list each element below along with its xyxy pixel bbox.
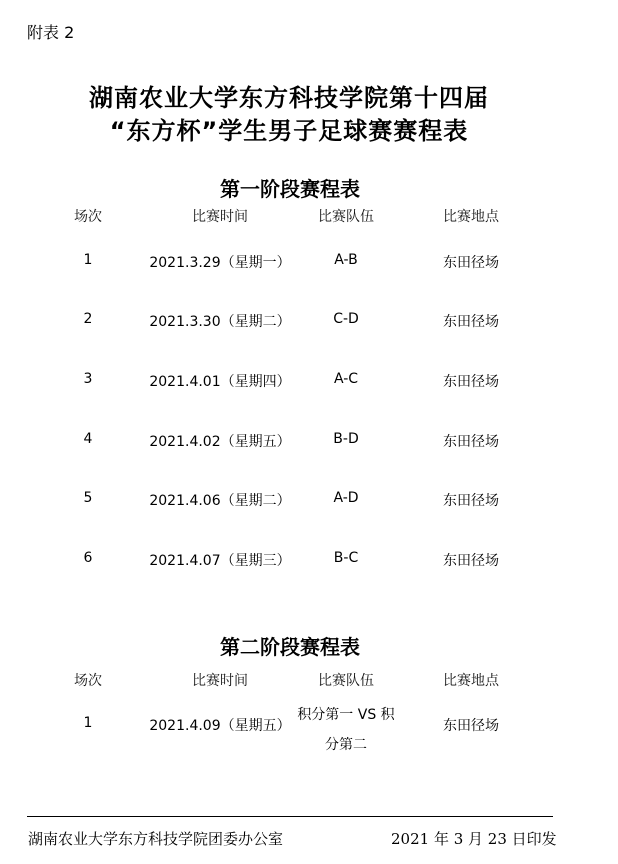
match-teams-line1: 积分第一 VS 积 <box>297 707 395 723</box>
match-no: 1 <box>83 715 93 731</box>
match-teams: A-D <box>333 490 359 506</box>
match-teams <box>290 700 402 760</box>
match-no: 4 <box>83 431 93 447</box>
footer-date: 2021 年 3 月 23 日印发 <box>391 830 557 848</box>
match-time: 2021.4.06（星期二） <box>149 493 291 509</box>
match-time: 2021.4.02（星期五） <box>149 434 291 450</box>
stage1-header-row <box>0 206 618 230</box>
header-no: 场次 <box>74 673 102 689</box>
table-row <box>0 371 618 395</box>
match-venue: 东田径场 <box>443 718 499 734</box>
match-teams: B-D <box>333 431 359 447</box>
footer-issuer: 湖南农业大学东方科技学院团委办公室 <box>28 830 284 848</box>
match-venue: 东田径场 <box>443 553 499 569</box>
match-venue: 东田径场 <box>443 493 499 509</box>
match-no: 6 <box>83 550 93 566</box>
stage2-title: 第二阶段赛程表 <box>220 635 360 659</box>
match-time: 2021.4.07（星期三） <box>149 553 291 569</box>
header-no: 场次 <box>74 209 102 225</box>
match-venue: 东田径场 <box>443 374 499 390</box>
match-no: 2 <box>83 311 93 327</box>
header-venue: 比赛地点 <box>443 209 499 225</box>
table-row <box>0 252 618 276</box>
table-row <box>0 550 618 574</box>
match-teams: B-C <box>333 550 359 566</box>
header-teams: 比赛队伍 <box>318 673 374 689</box>
match-time: 2021.3.30（星期二） <box>149 314 291 330</box>
match-teams-line2: 分第二 <box>325 737 367 753</box>
table-row <box>0 707 618 775</box>
attachment-label: 附表 2 <box>27 23 75 42</box>
stage1-title: 第一阶段赛程表 <box>220 177 360 201</box>
match-no: 5 <box>83 490 93 506</box>
table-row <box>0 431 618 455</box>
header-time: 比赛时间 <box>192 673 248 689</box>
match-time: 2021.3.29（星期一） <box>149 255 291 271</box>
match-no: 1 <box>83 252 93 268</box>
header-teams: 比赛队伍 <box>318 209 374 225</box>
table-row <box>0 311 618 335</box>
match-time: 2021.4.09（星期五） <box>149 718 291 734</box>
footer-divider <box>27 816 553 817</box>
match-time: 2021.4.01（星期四） <box>149 374 291 390</box>
stage2-header-row <box>0 670 618 694</box>
match-venue: 东田径场 <box>443 434 499 450</box>
match-teams: A-C <box>333 371 359 387</box>
match-no: 3 <box>83 371 93 387</box>
match-venue: 东田径场 <box>443 255 499 271</box>
match-teams: C-D <box>333 311 359 327</box>
document-title-line1: 湖南农业大学东方科技学院第十四届 <box>89 84 489 112</box>
match-teams: A-B <box>334 252 358 268</box>
table-row <box>0 490 618 514</box>
document-title-line2: “东方杯”学生男子足球赛赛程表 <box>109 117 469 145</box>
header-venue: 比赛地点 <box>443 673 499 689</box>
header-time: 比赛时间 <box>192 209 248 225</box>
match-venue: 东田径场 <box>443 314 499 330</box>
